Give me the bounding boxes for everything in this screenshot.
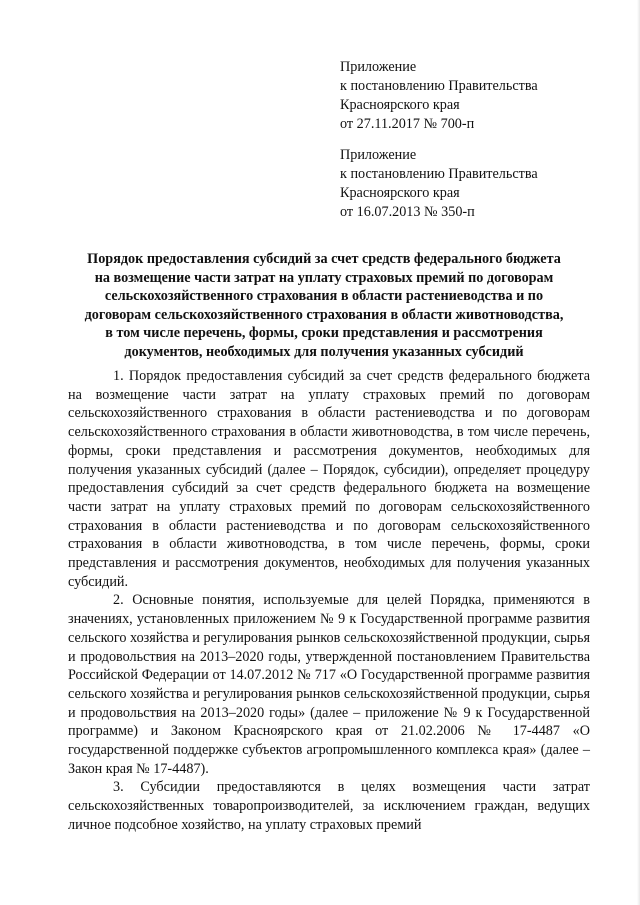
annex-date-number: от 16.07.2013 № 350-п — [340, 204, 475, 220]
paragraph-3: 3. Субсидии предоставляются в целях возмещения части затрат сельскохозяйственных товаропроизводителей, за исключением граждан, ведущих личное подсобное хозяйство, на уплату страховых премий — [68, 779, 590, 833]
annex-region: Красноярского края — [340, 185, 460, 201]
document-body — [68, 367, 590, 835]
annex-resolution-ref: к постановлению Правительства — [340, 78, 538, 94]
annex-date-number: от 27.11.2017 № 700-п — [340, 116, 475, 132]
annex-resolution-ref: к постановлению Правительства — [340, 166, 538, 182]
paragraph-2: 2. Основные понятия, используемые для целей Порядка, применяются в значениях, установленных приложением № 9 к Государственной программе развития сельского хозяйства и регулирования рынков сельскохозяйственной продукции, сырья и продовольствия на 2013–2020 годы, утвержденной постановлением Правительства Российской Федерации от 14.07.2012 № 717 «О Государственной программе развития сельского хозяйства и регулирования рынков сельскохозяйственной продукции, сырья и продовольствия на 2013–2020 годы» (далее – приложение № 9 к Государственной программе) и Законом Красноярского края от 21.02.2006 № 17-4487 «О государственной поддержке субъектов агропромышленного комплекса края» (далее – Закон края № 17-4487). — [68, 592, 590, 777]
annex-block-current — [340, 58, 538, 134]
annex-label: Приложение — [340, 59, 417, 75]
title-line: на возмещение части затрат на уплату страховых премий по договорам — [94, 269, 554, 286]
annex-region: Красноярского края — [340, 97, 460, 113]
title-line: сельскохозяйственного страхования в области растениеводства и по — [104, 288, 544, 305]
title-line: договорам сельскохозяйственного страхования в области животноводства, — [84, 306, 564, 323]
title-line: в том числе перечень, формы, сроки представления и рассмотрения — [105, 325, 543, 342]
annex-label: Приложение — [340, 147, 417, 163]
annex-block-original — [340, 146, 538, 222]
paragraph-1: 1. Порядок предоставления субсидий за счет средств федерального бюджета на возмещение части затрат на уплату страховых премий по договорам сельскохозяйственного страхования в области растениеводства и по договорам сельскохозяйственного страхования в области животноводства, в том числе перечень, формы, сроки представления и рассмотрения документов, необходимых для получения указанных субсидий (далее – Порядок, субсидии), определяет процедуру предоставления субсидий за счет средств федерального бюджета на возмещение части затрат на уплату страховых премий по договорам сельскохозяйственного страхования в области растениеводства и по договорам сельскохозяйственного страхования в области животноводства, в том числе перечень, формы, сроки представления и рассмотрения документов, необходимых для получения указанных субсидий. — [68, 368, 590, 590]
title-line: документов, необходимых для получения указанных субсидий — [124, 343, 524, 360]
title-line: Порядок предоставления субсидий за счет средств федерального бюджета — [87, 251, 561, 267]
document-title — [62, 250, 586, 362]
